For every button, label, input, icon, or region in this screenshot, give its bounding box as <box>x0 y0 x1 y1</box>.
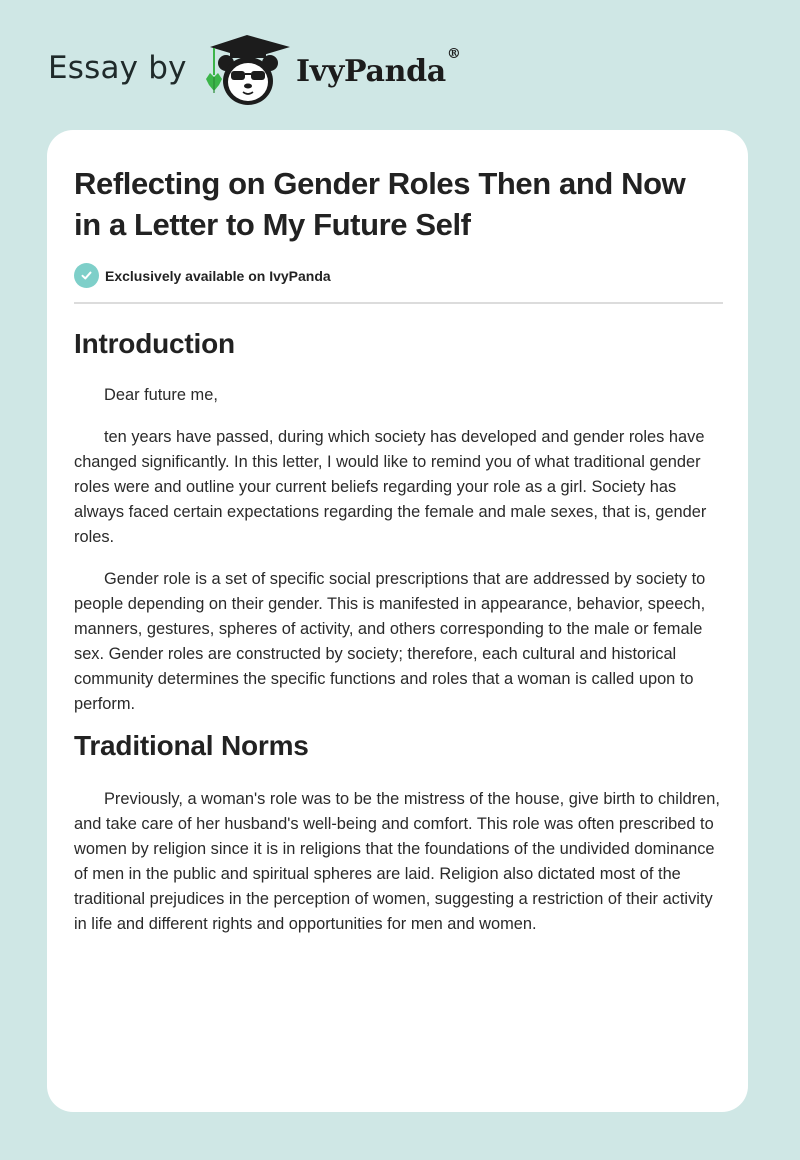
brand-text: IvyPanda <box>296 54 446 89</box>
paragraph: ten years have passed, during which society has developed and gender roles have changed significantly. In this letter, I would like to remind you of what traditional gender roles were and outline your current beliefs regarding your role as a girl. Society has always faced certain expectations regarding the female and male sexes, that is, gender roles. <box>74 428 707 546</box>
registered-mark: ® <box>446 46 461 62</box>
divider <box>74 302 723 304</box>
paragraph: Dear future me, <box>104 386 218 404</box>
section-introduction <box>74 325 726 717</box>
section-heading: Introduction <box>74 328 235 359</box>
essay-by-label: Essay by <box>48 50 187 86</box>
paragraph: Previously, a woman's role was to be the mistress of the house, give birth to children, and take care of her husband's well-being and comfort. This role was often prescribed to women by religion since it is in religions that the foundations of the undivided dominance of men in the public and spiritual spheres are laid. Religion also dictated most of the traditional prejudices in the perception of women, suggesting a restriction of their activity in life and different rights and opportunities for men and women. <box>74 790 720 933</box>
site-header <box>0 0 800 130</box>
brand-name[interactable] <box>296 46 461 89</box>
section-traditional-norms <box>74 727 726 937</box>
exclusive-badge <box>74 263 331 288</box>
page-title: Reflecting on Gender Roles Then and Now in a Letter to My Future Self <box>74 166 686 242</box>
section-heading: Traditional Norms <box>74 730 309 761</box>
essay-card <box>47 130 748 1112</box>
badge-text: Exclusively available on IvyPanda <box>105 267 331 284</box>
check-circle-icon <box>74 263 99 288</box>
paragraph: Gender role is a set of specific social prescriptions that are addressed by society to people depending on their gender. This is manifested in appearance, behavior, speech, manners, gestures, spheres of activity, and others corresponding to the male or female sex. Gender roles are constructed by society; therefore, each cultural and historical community determines the specific functions and roles that a woman is called upon to perform. <box>74 570 706 713</box>
essay-body <box>74 325 726 937</box>
panda-graduate-icon[interactable] <box>200 33 295 108</box>
